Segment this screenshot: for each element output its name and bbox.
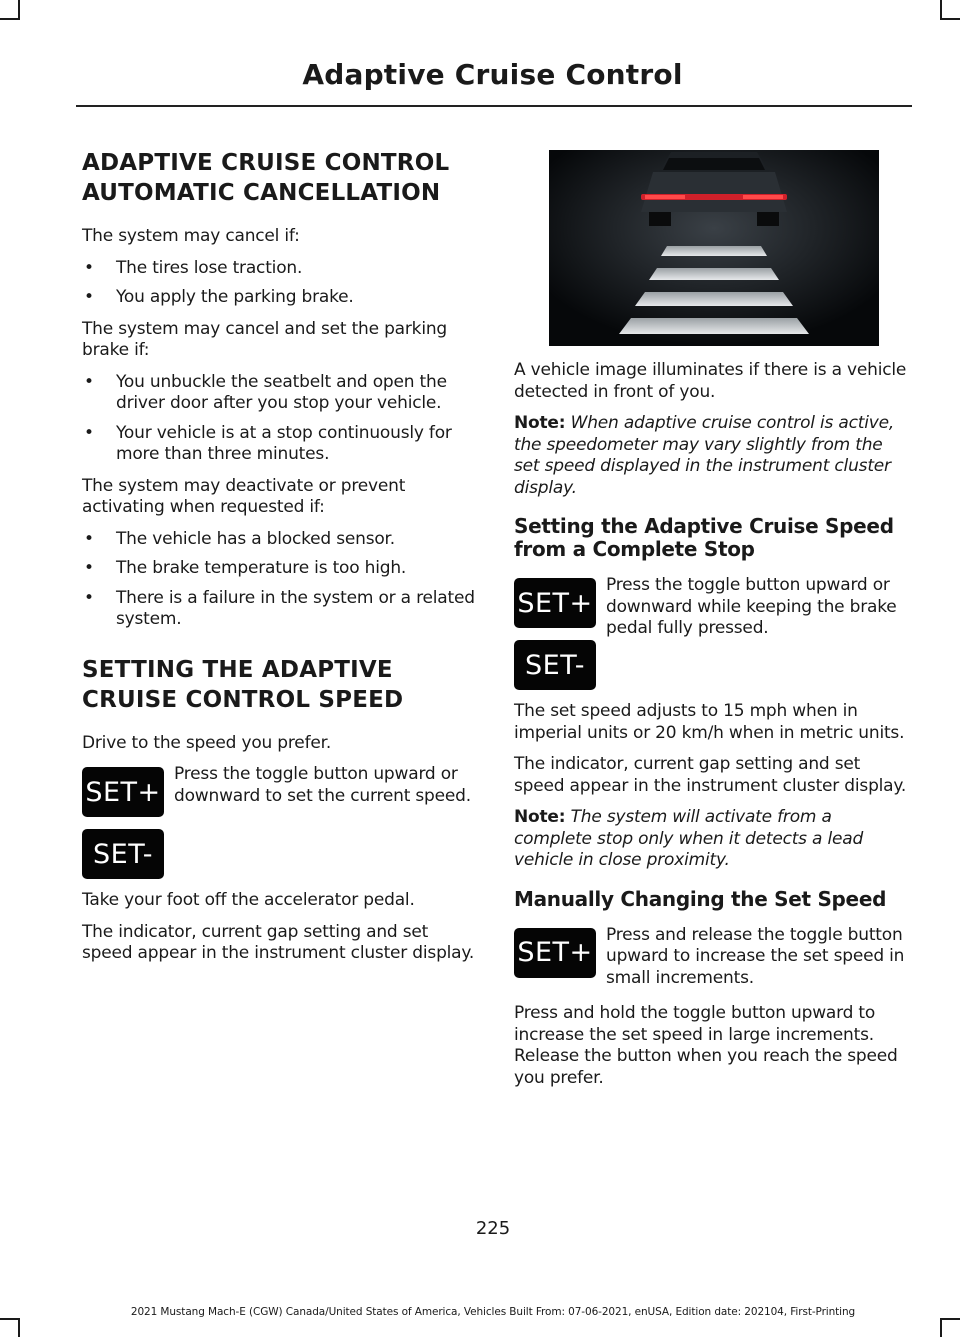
paragraph: Drive to the speed you prefer. bbox=[82, 732, 332, 753]
section-title-automatic-cancellation: ADAPTIVE CRUISE CONTROL AUTOMATIC CANCELLATION bbox=[82, 150, 450, 206]
key-stack bbox=[514, 928, 596, 990]
note-text: When adaptive cruise control is active, the speedometer may vary slightly from the set speed displayed in the instrument cluster display. bbox=[514, 413, 895, 498]
set-plus-key-icon: SET+ bbox=[514, 578, 596, 628]
instruction-with-keys bbox=[514, 575, 912, 687]
key-stack bbox=[514, 578, 596, 702]
set-minus-key-icon: SET- bbox=[514, 640, 596, 690]
bullet-list bbox=[82, 258, 480, 309]
list-item: • You apply the parking brake. bbox=[82, 287, 480, 309]
paragraph: The set speed adjusts to 15 mph when in imperial units or 20 km/h when in metric units. bbox=[514, 701, 905, 743]
crop-mark bbox=[18, 0, 20, 20]
note bbox=[514, 413, 912, 499]
instruction-with-keys bbox=[514, 925, 912, 990]
lead-vehicle-illustration bbox=[549, 150, 879, 346]
paragraph: Press and hold the toggle button upward to increase the set speed in large increments. Release the button when you reach the speed you prefer. bbox=[514, 1003, 898, 1088]
crop-mark bbox=[18, 1318, 20, 1337]
right-column bbox=[514, 148, 912, 1099]
list-item: • The brake temperature is too high. bbox=[82, 558, 480, 580]
set-plus-key-icon: SET+ bbox=[82, 767, 164, 817]
list-item: • The tires lose traction. bbox=[82, 258, 480, 280]
key-stack bbox=[82, 767, 164, 891]
crop-mark bbox=[940, 1318, 960, 1320]
header-divider bbox=[76, 105, 912, 107]
bullet-list bbox=[82, 529, 480, 631]
list-item: • There is a failure in the system or a related system. bbox=[82, 588, 480, 631]
crop-mark bbox=[0, 1318, 20, 1320]
crop-mark bbox=[0, 18, 20, 20]
subsection-title-complete-stop: Setting the Adaptive Cruise Speed from a Complete Stop bbox=[514, 514, 894, 561]
left-column bbox=[82, 148, 480, 975]
list-item: • Your vehicle is at a stop continuously for more than three minutes. bbox=[82, 423, 480, 466]
note-text: The system will activate from a complete stop only when it detects a lead vehicle in close proximity. bbox=[514, 807, 864, 870]
paragraph: Press the toggle button upward or downward to set the current speed. bbox=[174, 764, 471, 806]
paragraph: Press the toggle button upward or downward while keeping the brake pedal fully pressed. bbox=[606, 575, 897, 638]
paragraph: A vehicle image illuminates if there is a vehicle detected in front of you. bbox=[514, 360, 907, 402]
note bbox=[514, 807, 912, 872]
set-minus-key-icon: SET- bbox=[82, 829, 164, 879]
paragraph: Take your foot off the accelerator pedal. bbox=[82, 890, 415, 910]
paragraph: The indicator, current gap setting and set speed appear in the instrument cluster display. bbox=[82, 921, 475, 963]
list-item: • You unbuckle the seatbelt and open the driver door after you stop your vehicle. bbox=[82, 372, 480, 415]
paragraph: The system may cancel and set the parking brake if: bbox=[82, 318, 448, 360]
vehicle-image bbox=[549, 150, 879, 346]
crop-mark bbox=[940, 18, 960, 20]
set-plus-key-icon: SET+ bbox=[514, 928, 596, 978]
section-title-setting-speed: SETTING THE ADAPTIVE CRUISE CONTROL SPEED bbox=[82, 656, 404, 713]
footer-edition-info: 2021 Mustang Mach-E (CGW) Canada/United States of America, Vehicles Built From: 07-06-2021, enUSA, Edition date: 202104, First-Printing bbox=[130, 1306, 856, 1318]
crop-mark bbox=[940, 1318, 942, 1337]
paragraph: The system may cancel if: bbox=[82, 226, 300, 246]
paragraph: The indicator, current gap setting and set speed appear in the instrument cluster display. bbox=[514, 754, 907, 796]
paragraph: The system may deactivate or prevent activating when requested if: bbox=[82, 475, 406, 517]
paragraph: Press and release the toggle button upward to increase the set speed in small increments. bbox=[606, 924, 905, 988]
note-label: Note: bbox=[514, 807, 566, 827]
bullet-list bbox=[82, 372, 480, 466]
page-title: Adaptive Cruise Control bbox=[302, 58, 683, 91]
instruction-with-keys bbox=[82, 764, 480, 876]
list-item: • The vehicle has a blocked sensor. bbox=[82, 529, 480, 551]
note-label: Note: bbox=[514, 413, 566, 433]
crop-mark bbox=[940, 0, 942, 20]
page-number: 225 bbox=[475, 1218, 511, 1239]
subsection-title-manual-change: Manually Changing the Set Speed bbox=[514, 886, 887, 911]
